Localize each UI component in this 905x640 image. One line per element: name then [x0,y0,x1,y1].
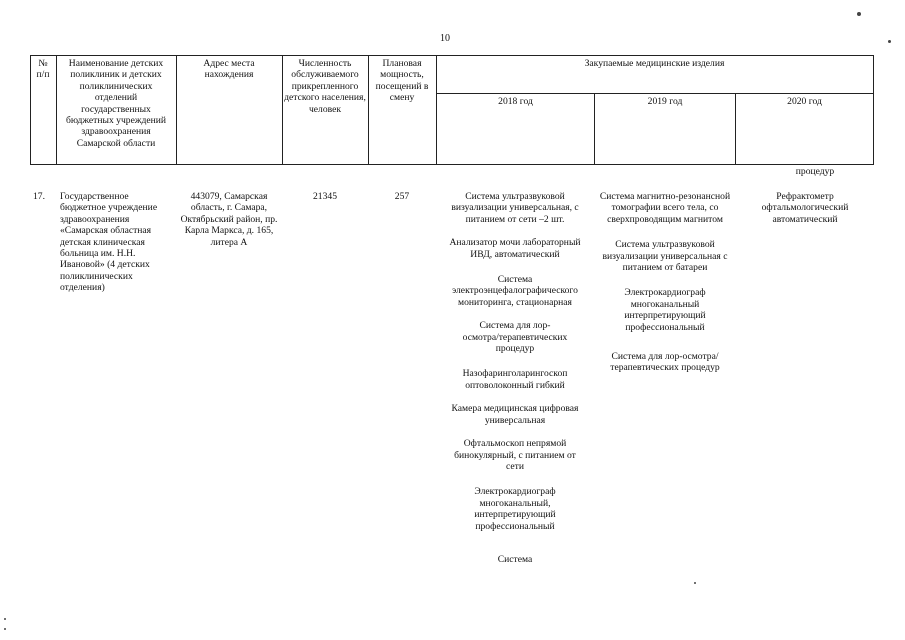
row-name: Государственное бюджетное учреждение здравоохранения «Самарская областная детская клиническая больница им. Н.Н. Ивановой» (4 детских поликлинических отделения) [60,191,158,294]
table-line-top [30,55,873,56]
header-number [30,58,56,81]
table-col-border [56,55,57,165]
scan-speck [4,628,6,630]
header-number-line2: п/п [36,69,50,81]
item-2020: Рефрактометр офтальмологический автоматический [761,191,849,225]
table-col-border [368,55,369,165]
items-2019 [597,191,733,386]
item-2018: Офтальмоскоп непрямой бинокулярный, с питанием от сети [454,438,576,472]
header-year-2018: 2018 год [498,96,533,107]
row-population: 21345 [313,191,337,202]
row-address: 443079, Самарская область, г. Самара, Октябрьский район, пр. Карла Маркса, д. 165, литера А [180,191,278,248]
item-2018: Система для лор-осмотра/терапевтических процедур [462,320,568,355]
table-col-border [282,55,283,165]
item-2018: Назофаринголарингоскоп оптоволоконный гибкий [462,368,568,391]
item-2018: Анализатор мочи лабораторный ИВД, автоматический [449,237,581,260]
item-2019: Электрокардиограф многоканальный интерпретирующий профессиональный [624,287,706,333]
item-2019: Система магнитно-резонансной томографии всего тела, со сверхпроводящим магнитом [599,191,731,225]
row-number: 17. [33,191,45,202]
header-equipment: Закупаемые медицинские изделия [584,58,725,69]
header-number-line1: № [38,58,48,69]
scan-speck [888,40,891,43]
row-capacity: 257 [394,191,410,202]
carryover-2020: процедур [795,166,835,177]
item-2019: Система для лор-осмотра/терапевтических процедур [610,351,720,374]
item-2018: Система [497,553,533,565]
item-2018: Система электроэнцефалографического мониторинга, стационарная [452,274,578,308]
page-number: 10 [440,33,450,44]
table-line-years [436,93,873,94]
scan-speck [4,618,6,620]
scan-speck [694,582,696,584]
table-col-border [873,55,874,165]
header-name: Наименование детских поликлиник и детских поликлинических отделений государственных бюджетных учреждений здравоохранения Самарской области [65,58,167,149]
items-2018 [438,191,592,577]
table-col-border [436,55,437,165]
item-2018: Камера медицинская цифровая универсальная [451,403,579,426]
table-col-border [176,55,177,165]
header-year-2019: 2019 год [647,96,683,107]
item-2018: Электрокардиограф многоканальный, интерпретирующий профессиональный [474,486,556,532]
items-2020 [742,191,868,237]
header-population: Численность обслуживаемого прикрепленного детского населения, человек [284,58,366,115]
scan-speck [857,12,861,16]
header-address: Адрес места нахождения [203,58,255,81]
header-year-2020: 2020 год [787,96,822,107]
table-line-bottom [30,164,873,165]
item-2019: Система ультразвуковой визуализации универсальная с питанием от батареи [602,239,728,274]
header-capacity: Плановая мощность, посещений в смену [375,58,429,104]
item-2018: Система ультразвуковой визуализации универсальная, с питанием от сети –2 шт. [451,191,579,225]
